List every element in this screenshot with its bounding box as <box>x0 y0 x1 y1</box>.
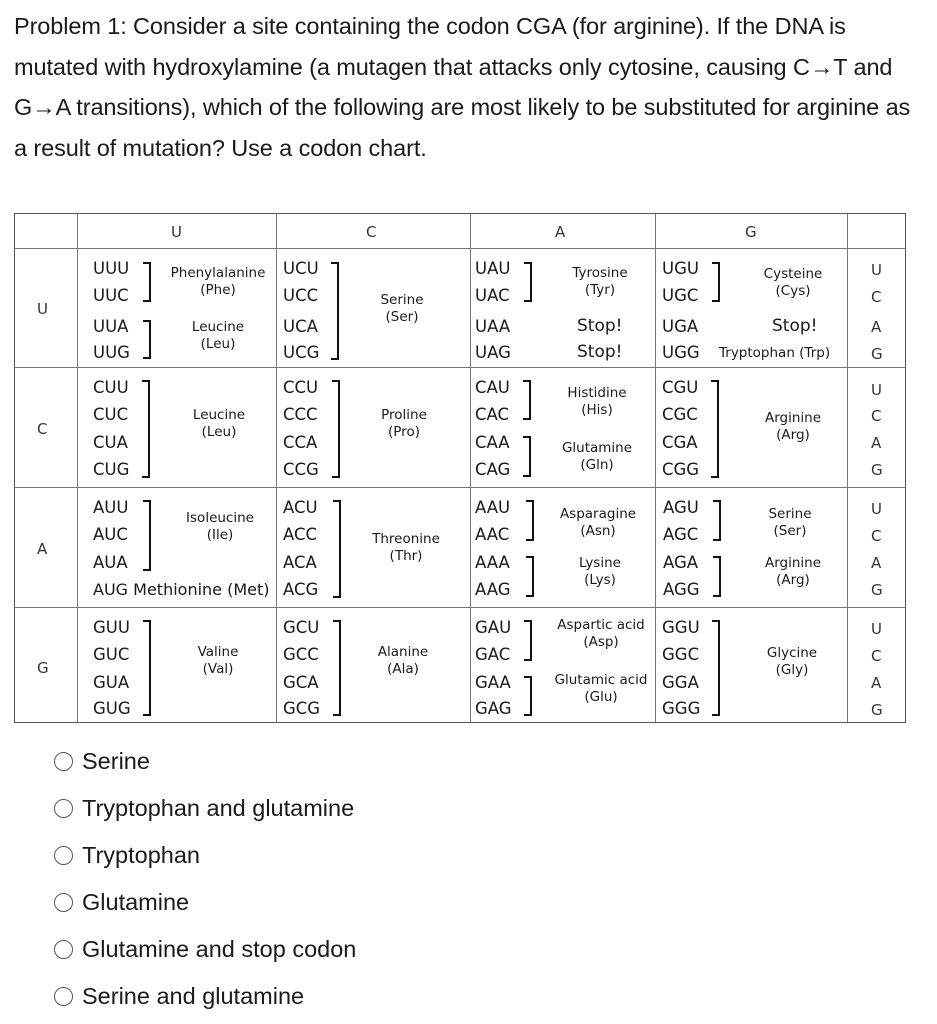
bracket <box>143 342 151 359</box>
stop-label: Stop! <box>772 316 818 336</box>
codon: GGA <box>662 673 699 692</box>
codon: AAG <box>475 580 511 599</box>
third-position-c: C <box>871 647 882 665</box>
codon: CGC <box>662 405 698 424</box>
amino-acid-gly: Glycine (Gly) <box>766 645 818 678</box>
amino-acid-phe: Phenylalanine (Phe) <box>170 265 266 298</box>
bracket <box>143 262 151 286</box>
codon: AGA <box>663 553 699 572</box>
third-position-a: A <box>871 674 882 692</box>
third-position-c: C <box>871 288 882 306</box>
codon: GGU <box>662 618 700 637</box>
bracket <box>524 698 532 716</box>
stop-label: Stop! <box>577 342 623 362</box>
bracket <box>712 620 720 669</box>
codon: AGU <box>663 498 699 517</box>
codon: CCC <box>283 405 318 424</box>
third-position-u: U <box>871 620 882 638</box>
codon: ACU <box>283 498 318 517</box>
amino-acid-cys: Cysteine (Cys) <box>763 266 823 299</box>
grid-line <box>470 214 471 722</box>
codon: UCA <box>283 317 318 336</box>
codon: UAU <box>475 259 511 278</box>
grid-line <box>15 487 905 488</box>
bracket <box>332 428 340 478</box>
option-label: Glutamine <box>82 888 190 915</box>
codon: GUC <box>93 645 130 664</box>
codon: CGG <box>662 460 700 479</box>
amino-acid-tyr: Tyrosine (Tyr) <box>572 265 628 298</box>
codon: CUC <box>93 405 129 424</box>
bracket <box>523 436 531 460</box>
amino-acid-thr: Threonine (Thr) <box>372 531 440 564</box>
bracket <box>331 310 339 360</box>
col-header-u: U <box>171 223 182 241</box>
third-position-a: A <box>871 434 882 452</box>
bracket <box>143 667 151 716</box>
codon: GGG <box>662 699 701 718</box>
amino-acid-pro: Proline (Pro) <box>381 407 427 440</box>
codon: UUA <box>93 317 129 336</box>
codon: GGC <box>662 645 700 664</box>
codon: GCU <box>283 618 320 637</box>
option-serine[interactable] <box>54 745 150 777</box>
bracket <box>142 380 150 430</box>
codon: UUC <box>93 286 129 305</box>
grid-line <box>847 214 848 722</box>
row-header-c: C <box>37 420 48 438</box>
codon: UCU <box>283 259 319 278</box>
codon: CUG <box>93 460 130 479</box>
bracket <box>526 578 534 597</box>
option-glutamine[interactable] <box>54 886 189 918</box>
option-label: Serine and glutamine <box>82 982 305 1009</box>
bracket <box>143 620 151 669</box>
bracket <box>713 556 721 580</box>
aug-methionine: AUG Methionine (Met) <box>93 580 270 599</box>
grid-line <box>276 214 277 722</box>
amino-acid-asn: Asparagine (Asn) <box>559 506 637 539</box>
amino-acid-ser: Serine (Ser) <box>380 292 424 325</box>
third-position-c: C <box>871 407 882 425</box>
codon: GAC <box>475 645 511 664</box>
third-position-g: G <box>871 701 883 719</box>
bracket <box>712 667 720 716</box>
amino-acid-lys: Lysine (Lys) <box>579 555 621 588</box>
codon: UGA <box>662 317 699 336</box>
amino-acid-his: Histidine (His) <box>567 385 627 418</box>
third-position-c: C <box>871 527 882 545</box>
bracket <box>524 620 532 644</box>
amino-acid-asp: Aspartic acid (Asp) <box>557 617 645 650</box>
codon: AAU <box>475 498 511 517</box>
codon: AGG <box>663 580 700 599</box>
codon: AUC <box>93 525 128 544</box>
codon-chart <box>14 213 906 723</box>
codon: CGA <box>662 433 698 452</box>
radio-button[interactable] <box>54 940 73 959</box>
bracket <box>143 500 151 538</box>
bracket <box>526 522 534 541</box>
codon: CCA <box>283 433 318 452</box>
codon: UAA <box>475 317 511 336</box>
third-position-g: G <box>871 581 883 599</box>
codon: GUA <box>93 673 130 692</box>
bracket <box>333 548 341 598</box>
bracket <box>143 284 151 302</box>
bracket <box>523 458 531 477</box>
bracket <box>331 262 339 312</box>
codon: CCU <box>283 378 319 397</box>
codon: GUG <box>93 699 131 718</box>
grid-line <box>655 214 656 722</box>
codon: UAG <box>475 343 511 362</box>
codon: AAA <box>475 553 510 572</box>
question-text: Problem 1: Consider a site containing the codon CGA (for arginine). If the DNA is mutated with hydroxylamine (a mutagen that attacks only cytosine, causing C→T and G→A transitions), which of the following are most likely to be substituted for arginine as a result of mutation? Use a codon chart. <box>14 13 911 161</box>
bracket <box>142 428 150 478</box>
radio-button[interactable] <box>54 987 73 1006</box>
amino-acid-trp: Tryptophan (Trp) <box>719 345 831 361</box>
codon: AUA <box>93 553 128 572</box>
amino-acid-ala: Alanine (Ala) <box>377 644 429 677</box>
codon: ACA <box>283 553 317 572</box>
third-position-u: U <box>871 261 882 279</box>
option-glutamine-and-stop-codon[interactable] <box>54 933 356 965</box>
bracket <box>712 262 720 286</box>
bracket <box>526 500 534 524</box>
amino-acid-leu: Leucine (Leu) <box>191 319 245 352</box>
codon: GCG <box>283 699 321 718</box>
codon: GUU <box>93 618 130 637</box>
third-position-a: A <box>871 318 882 336</box>
codon: GCA <box>283 673 319 692</box>
codon: CUU <box>93 378 129 397</box>
third-position-u: U <box>871 381 882 399</box>
grid-line <box>15 607 905 608</box>
codon: CGU <box>662 378 699 397</box>
option-tryptophan-and-glutamine[interactable] <box>54 792 354 824</box>
bracket <box>524 676 532 700</box>
option-label: Tryptophan and glutamine <box>82 794 355 821</box>
grid-line <box>77 214 78 722</box>
row-header-u: U <box>37 300 48 318</box>
bracket <box>711 428 719 478</box>
bracket <box>711 380 719 430</box>
third-position-g: G <box>871 345 883 363</box>
third-position-g: G <box>871 461 883 479</box>
amino-acid-ser: Serine (Ser) <box>768 506 812 539</box>
bracket <box>143 536 151 571</box>
bracket <box>143 320 151 344</box>
bracket <box>526 556 534 580</box>
bracket <box>333 667 341 716</box>
grid-line <box>15 367 905 368</box>
amino-acid-leu: Leucine (Leu) <box>192 407 246 440</box>
codon: CAA <box>475 433 510 452</box>
bracket <box>524 262 532 286</box>
row-header-g: G <box>37 659 49 677</box>
col-header-c: C <box>366 223 377 241</box>
amino-acid-ile: Isoleucine (Ile) <box>186 510 254 543</box>
third-position-u: U <box>871 500 882 518</box>
codon: UUU <box>93 259 130 278</box>
codon: AGC <box>663 525 699 544</box>
codon: GCC <box>283 645 319 664</box>
bracket <box>523 402 531 420</box>
codon: AAC <box>475 525 510 544</box>
codon: UUG <box>93 343 130 362</box>
bracket <box>713 500 721 524</box>
option-label: Tryptophan <box>82 841 201 868</box>
stop-label: Stop! <box>577 316 623 336</box>
radio-button[interactable] <box>54 893 73 912</box>
amino-acid-arg: Arginine (Arg) <box>764 410 822 443</box>
row-header-a: A <box>37 540 48 558</box>
bracket <box>524 284 532 302</box>
bracket <box>333 500 341 550</box>
codon: UGC <box>662 286 699 305</box>
bracket <box>333 620 341 669</box>
radio-button[interactable] <box>54 752 73 771</box>
codon: CAG <box>475 460 511 479</box>
bracket <box>523 380 531 404</box>
col-header-a: A <box>555 223 566 241</box>
grid-line <box>15 248 905 249</box>
codon: GAU <box>475 618 512 637</box>
amino-acid-val: Valine (Val) <box>197 644 239 677</box>
option-serine-and-glutamine[interactable] <box>54 980 304 1012</box>
amino-acid-glu: Glutamic acid (Glu) <box>554 672 648 705</box>
bracket <box>332 380 340 430</box>
option-label: Serine <box>82 747 150 774</box>
codon: UGG <box>662 343 700 362</box>
col-header-g: G <box>745 223 757 241</box>
radio-button[interactable] <box>54 846 73 865</box>
codon: CUA <box>93 433 128 452</box>
bracket <box>524 642 532 661</box>
codon: UCG <box>283 343 320 362</box>
radio-button[interactable] <box>54 799 73 818</box>
codon: GAA <box>475 673 511 692</box>
codon: ACC <box>283 525 318 544</box>
codon: CAU <box>475 378 510 397</box>
codon: CCG <box>283 460 319 479</box>
codon: UCC <box>283 286 319 305</box>
codon: UGU <box>662 259 699 278</box>
amino-acid-arg: Arginine (Arg) <box>764 555 822 588</box>
bracket <box>713 578 721 597</box>
third-position-a: A <box>871 554 882 572</box>
option-tryptophan[interactable] <box>54 839 200 871</box>
codon: UAC <box>475 286 510 305</box>
codon: GAG <box>475 699 512 718</box>
bracket <box>713 522 721 541</box>
codon: ACG <box>283 580 319 599</box>
bracket <box>712 284 720 302</box>
amino-acid-gln: Glutamine (Gln) <box>561 440 633 473</box>
codon: CAC <box>475 405 510 424</box>
codon: AUU <box>93 498 129 517</box>
option-label: Glutamine and stop codon <box>82 935 357 962</box>
